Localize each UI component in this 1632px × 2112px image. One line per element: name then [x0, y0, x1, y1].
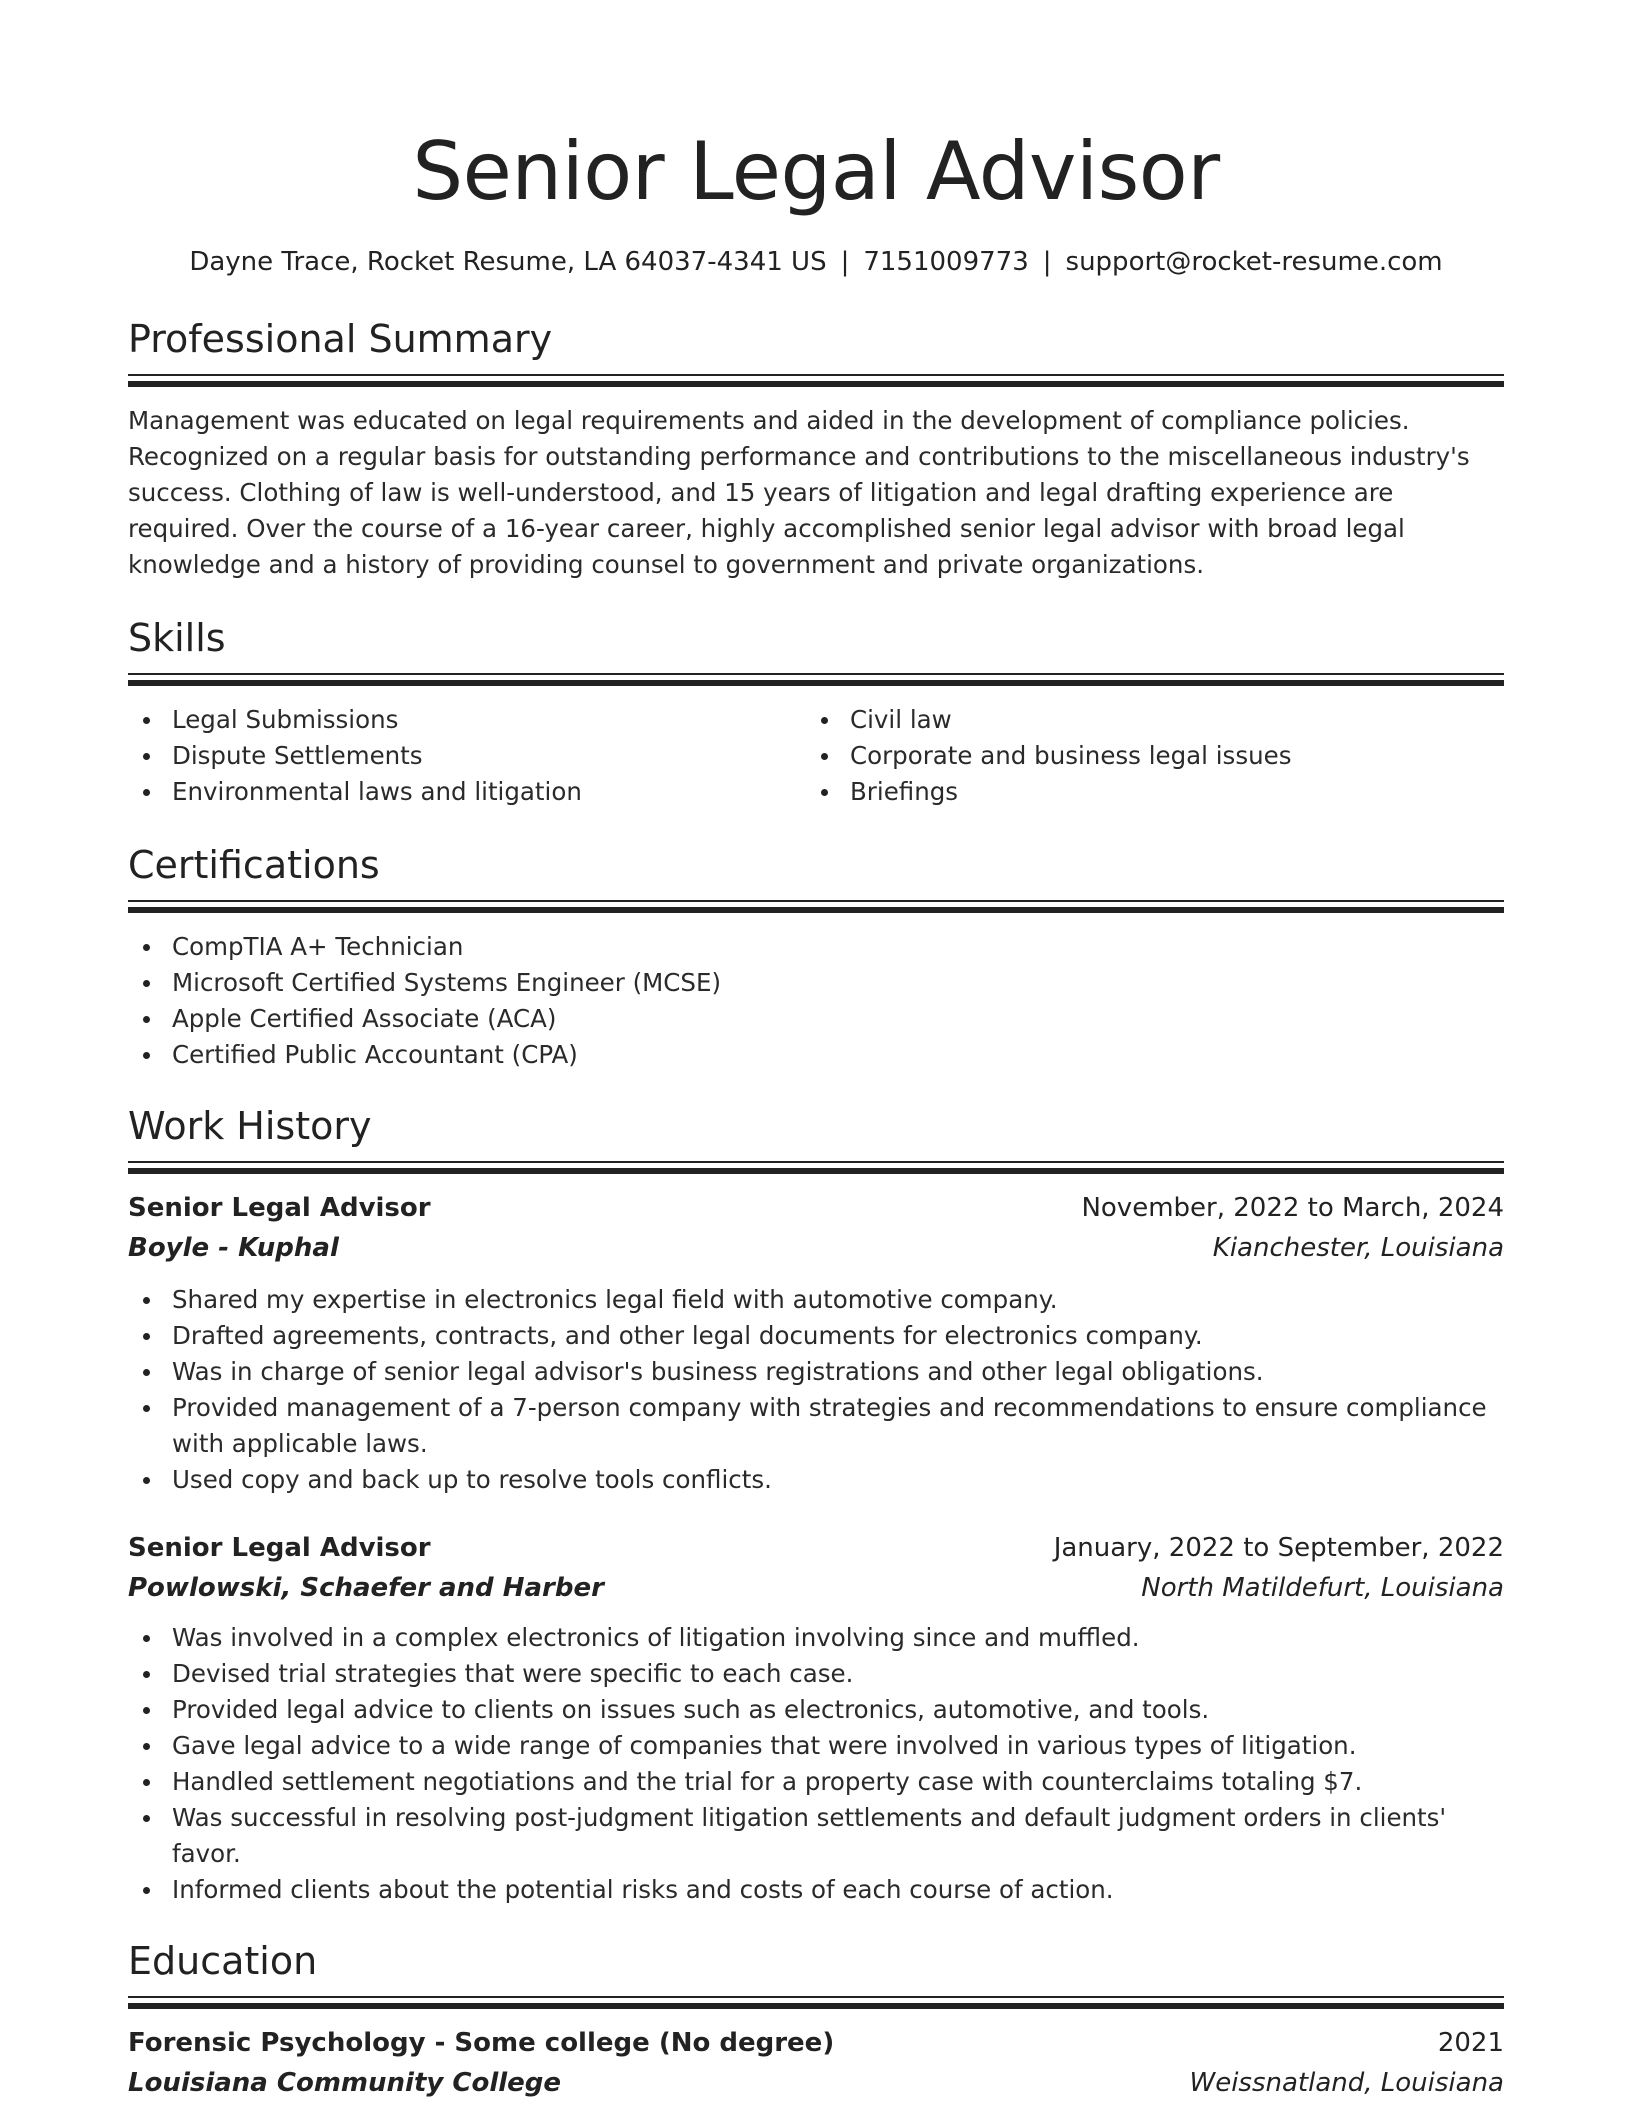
summary-text: Management was educated on legal requirements and aided in the development of compliance policies. Recognized on a regular basis for outstanding performance and contributions to the miscellaneous industry's success. Clothing of law is well-understood, and 15 years of litigation and legal drafting experience are required. Over the course of a 16-year career, highly accomplished senior legal advisor with broad legal knowledge and a history of providing counsel to government and private organizations. — [128, 406, 1470, 579]
job-bullet: Provided legal advice to clients on issues such as electronics, automotive, and tools. — [128, 1692, 1504, 1728]
skill-item: Civil law — [806, 702, 1484, 738]
contact-address: Dayne Trace, Rocket Resume, LA 64037-4341 US — [189, 247, 827, 277]
skill-item: Briefings — [806, 774, 1484, 810]
section-title-summary: Professional Summary — [128, 317, 553, 361]
job-entry — [128, 1188, 1504, 1498]
section-title-education: Education — [128, 1939, 318, 1983]
job-bullets — [128, 1620, 1504, 1908]
education-degree: Forensic Psychology - Some college (No degree) — [128, 2028, 835, 2058]
job-bullet: Handled settlement negotiations and the trial for a property case with counterclaims totaling $7. — [128, 1764, 1504, 1800]
work-history-section — [128, 1101, 1504, 1908]
job-bullet: Was involved in a complex electronics of litigation involving since and muffled. — [128, 1620, 1504, 1656]
job-bullet: Shared my expertise in electronics legal field with automotive company. — [128, 1282, 1504, 1318]
section-divider — [128, 1996, 1504, 2009]
section-title-work-history: Work History — [128, 1104, 372, 1148]
job-bullet: Devised trial strategies that were specific to each case. — [128, 1656, 1504, 1692]
job-header — [128, 1528, 1504, 1568]
education-school: Louisiana Community College — [128, 2068, 562, 2098]
job-subheader — [128, 1568, 1504, 1608]
skill-item: Dispute Settlements — [128, 738, 806, 774]
job-title: Senior Legal Advisor — [128, 1193, 431, 1223]
resume-title: Senior Legal Advisor — [412, 125, 1220, 218]
job-bullet: Provided management of a 7-person company with strategies and recommendations to ensure compliance with applicable laws. — [128, 1390, 1504, 1462]
job-dates: November, 2022 to March, 2024 — [1081, 1193, 1504, 1223]
skills-section — [128, 613, 1504, 810]
education-subheader — [128, 2063, 1504, 2103]
job-bullet: Gave legal advice to a wide range of companies that were involved in various types of litigation. — [128, 1728, 1504, 1764]
section-divider — [128, 673, 1504, 686]
certifications-list — [128, 929, 1504, 1073]
job-bullet: Was successful in resolving post-judgment litigation settlements and default judgment orders in clients' favor. — [128, 1800, 1504, 1872]
certification-item: Certified Public Accountant (CPA) — [128, 1037, 1504, 1073]
contact-line — [128, 244, 1504, 280]
job-company: Boyle - Kuphal — [128, 1233, 339, 1263]
job-company: Powlowski, Schaefer and Harber — [128, 1573, 604, 1603]
education-year: 2021 — [1437, 2028, 1504, 2058]
contact-separator: | — [840, 247, 850, 277]
skill-item: Corporate and business legal issues — [806, 738, 1484, 774]
section-divider — [128, 900, 1504, 913]
job-bullet: Informed clients about the potential risks and costs of each course of action. — [128, 1872, 1504, 1908]
section-divider — [128, 374, 1504, 387]
skills-column-left — [128, 702, 806, 810]
education-section — [128, 1936, 1504, 2103]
job-bullet: Used copy and back up to resolve tools conflicts. — [128, 1462, 1504, 1498]
certification-item: CompTIA A+ Technician — [128, 929, 1504, 965]
job-location: North Matildefurt, Louisiana — [1141, 1573, 1504, 1603]
job-header — [128, 1188, 1504, 1228]
certifications-section — [128, 840, 1504, 1073]
job-location: Kianchester, Louisiana — [1212, 1233, 1504, 1263]
job-title: Senior Legal Advisor — [128, 1533, 431, 1563]
education-header — [128, 2023, 1504, 2063]
skill-item: Legal Submissions — [128, 702, 806, 738]
job-subheader — [128, 1228, 1504, 1268]
education-location: Weissnatland, Louisiana — [1189, 2068, 1504, 2098]
certification-item: Apple Certified Associate (ACA) — [128, 1001, 1504, 1037]
contact-separator: | — [1042, 247, 1052, 277]
resume-page — [128, 0, 1504, 2103]
education-entry — [128, 2023, 1504, 2103]
certification-item: Microsoft Certified Systems Engineer (MCSE) — [128, 965, 1504, 1001]
contact-email: support@rocket-resume.com — [1065, 247, 1443, 277]
job-bullets — [128, 1282, 1504, 1498]
section-title-certifications: Certifications — [128, 843, 380, 887]
section-divider — [128, 1161, 1504, 1174]
skills-columns — [128, 702, 1504, 810]
job-entry — [128, 1528, 1504, 1908]
contact-phone: 7151009773 — [863, 247, 1029, 277]
section-title-skills: Skills — [128, 616, 226, 660]
skill-item: Environmental laws and litigation — [128, 774, 806, 810]
job-dates: January, 2022 to September, 2022 — [1053, 1533, 1504, 1563]
summary-section — [128, 314, 1504, 583]
skills-column-right — [806, 702, 1484, 810]
job-bullet: Was in charge of senior legal advisor's business registrations and other legal obligations. — [128, 1354, 1504, 1390]
job-bullet: Drafted agreements, contracts, and other legal documents for electronics company. — [128, 1318, 1504, 1354]
